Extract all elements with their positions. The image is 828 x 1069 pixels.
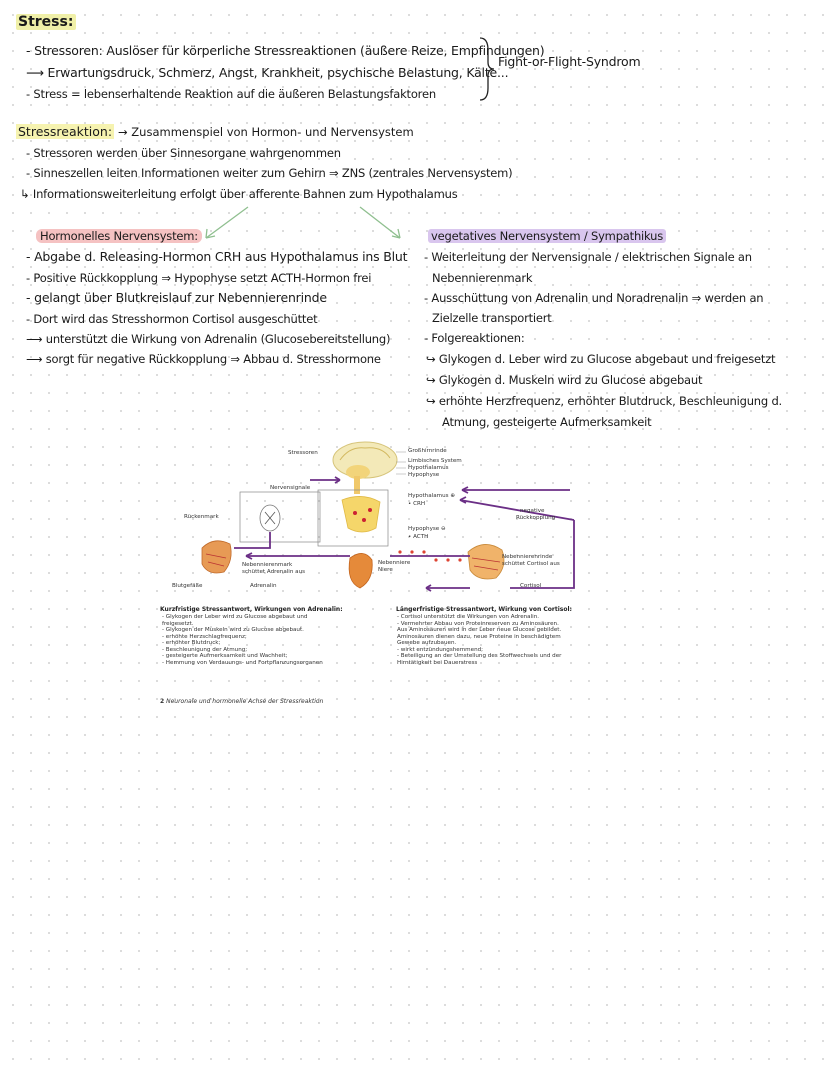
label-stressoren: Stressoren [288,450,318,456]
label-hypophyse: Hypophyse ⊖ [408,526,446,532]
caption-left-line: - Glykogen der Muskeln wird zu Glucose abgebaut. [162,627,304,633]
reaktion-line-3: ↳ Informationsweiterleitung erfolgt über afferente Bahnen zum Hypothalamus [20,187,458,201]
hypothalamus-shape [342,496,380,532]
label-hypophyse-top: Hypophyse [408,472,440,478]
caption-left-line: - Glykogen der Leber wird zu Glucose abgebaut und [162,614,308,620]
label-schuettet-cortisol: schüttet Cortisol aus [502,561,560,567]
reaktion-line-2: - Sinneszellen leiten Informationen weiter zum Gehirn ⇒ ZNS (zentrales Nervensystem) [26,166,513,180]
label-adrenalin: Adrenalin [250,583,277,589]
caption-left-line: - erhöhte Herzschlagfrequenz; [162,633,247,640]
vegetative-line-1: - Weiterleitung der Nervensignale / elektrischen Signale an [424,250,752,264]
vegetative-line-2: Nebennierenmark [432,271,533,285]
vegetative-line-9: Atmung, gesteigerte Aufmerksamkeit [442,415,652,429]
hormonal-line-4: - Dort wird das Stresshormon Cortisol ausgeschüttet [26,312,318,326]
hormonal-line-3: - gelangt über Blutkreislauf zur Nebennierenrinde [26,290,327,305]
label-nebenniere: Nebenniere [378,560,411,566]
stress-line-1: - Stressoren: Auslöser für körperliche Stressreaktionen (äußere Reize, Empfindungen) [26,43,545,58]
adrenal-left-shape [202,541,231,573]
caption-right-line: - Vermehrter Abbau von Proteinreserven zu Aminosäuren. [397,620,559,627]
stressreaktion-subtitle: → Zusammenspiel von Hormon- und Nervensystem [118,125,414,139]
vegetative-line-6: ↪ Glykogen d. Leber wird zu Glucose abgebaut und freigesetzt [426,352,776,366]
kidney-shape [349,553,372,588]
label-schuettet-adrenalin: schüttet Adrenalin aus [242,569,306,575]
branch-arrows [0,0,828,260]
caption-right-title: Längerfristige Stressantwort, Wirkung von Cortisol: [396,606,572,613]
label-nebennierenmark: Nebennierenmark [242,562,293,568]
label-acth: • ACTH [408,534,429,540]
hormonal-heading: Hormonelles Nervensystem: [36,229,202,243]
label-niere: Niere [378,567,393,573]
brainstem-shape [354,476,360,494]
hormonal-line-2: - Positive Rückkopplung ⇒ Hypophyse setzt ACTH-Hormon frei [26,271,372,285]
hormonal-heading-wrap [36,229,202,243]
caption-right-line: Hirntätigkeit bei Dauerstress [397,659,478,666]
vegetative-line-8: ↪ erhöhte Herzfrequenz, erhöhter Blutdruck, Beschleunigung d. [426,394,783,408]
caption-left-line: - Hemmung von Verdauungs- und Fortpflanzungsorganen [162,659,323,666]
caption-right-line: - Cortisol unterstützt die Wirkungen von Adrenalin. [397,614,540,620]
caption-right-list [397,614,561,666]
label-cortisol: Cortisol [520,583,542,589]
stress-axis-figure [150,440,590,600]
caption-left-title: Kurzfristige Stressantwort, Wirkungen von Adrenalin: [160,606,343,613]
vegetative-heading-wrap [428,229,666,243]
nerve-path [234,532,270,548]
caption-right-line: Aminosäuren dienen dazu, neue Proteine in beschädigtem [397,633,561,640]
hormonal-line-6: ⟶ sorgt für negative Rückkopplung ⇒ Abbau d. Stresshormone [26,352,381,366]
label-hypothalamus: Hypothalamus ⊕ [408,493,456,499]
label-negative: negative [520,508,545,514]
stress-line-3: - Stress = lebenserhaltende Reaktion auf die äußeren Belastungsfaktoren [26,87,436,101]
arrow-left-branch [206,207,248,238]
hormonal-line-5: ⟶ unterstützt die Wirkung von Adrenalin (Glucosebereitstellung) [26,332,391,346]
vegetative-line-3: - Ausschüttung von Adrenalin und Noradrenalin ⇒ werden an [424,291,764,305]
stress-line-2: ⟶ Erwartungsdruck, Schmerz, Angst, Krankheit, psychische Belastung, Kälte... [26,65,509,80]
label-rueckenmark: Rückenmark [184,514,219,520]
label-blutgefaesse: Blutgefäße [172,583,203,589]
arrow-right-branch [360,207,400,238]
caption-left-line: - erhöhter Blutdruck; [162,640,221,646]
hormonal-line-1: - Abgabe d. Releasing-Hormon CRH aus Hypothalamus ins Blut [26,249,408,264]
label-hypothalamus-top: Hypothalamus [408,465,449,471]
caption-left-line: - Beschleunigung der Atmung; [162,646,248,653]
caption-right-line: Gewebe aufzubauen. [397,640,457,646]
caption-right-line: - wirkt entzündungshemmend; [397,646,484,653]
stress-title: Stress: [16,14,76,30]
caption-left-list [162,614,323,666]
reaktion-line-1: - Stressoren werden über Sinnesorgane wahrgenommen [26,146,341,160]
figure-caption-text: Neuronale und hormonelle Achse der Stressreaktion [166,698,324,705]
figure-caption [160,698,323,705]
label-nervensignale: Nervensignale [270,485,311,491]
vegetative-line-7: ↪ Glykogen d. Muskeln wird zu Glucose abgebaut [426,373,703,387]
caption-left-line: freigesetzt. [162,620,194,627]
vegetative-line-4: Zielzelle transportiert [432,311,552,325]
vegetative-line-5: - Folgereaktionen: [424,331,525,345]
label-rueckkopplung: Rückkopplung [516,515,556,521]
label-nebennierenrinde: Nebennierenrinde [502,554,553,560]
fight-or-flight-label: Fight-or-Flight-Syndrom [498,54,641,69]
label-grosshirnrinde: Großhirnrinde [408,448,447,454]
figure-number: 2 [160,698,165,705]
vegetative-heading: vegetatives Nervensystem / Sympathikus [428,229,666,243]
caption-right-line: Aus Aminosäuren wird in der Leber neue Glucose gebildet. [397,627,562,633]
stressreaktion-title: Stressreaktion: [18,124,113,139]
caption-left-line: - gesteigerte Aufmerksamkeit und Wachheit; [162,653,288,659]
caption-right-line: - Beteiligung an der Umstellung des Stoffwechsels und der [397,653,562,659]
label-crh: • CRH [408,501,426,507]
label-limbisches-system: Limbisches System [408,458,462,464]
